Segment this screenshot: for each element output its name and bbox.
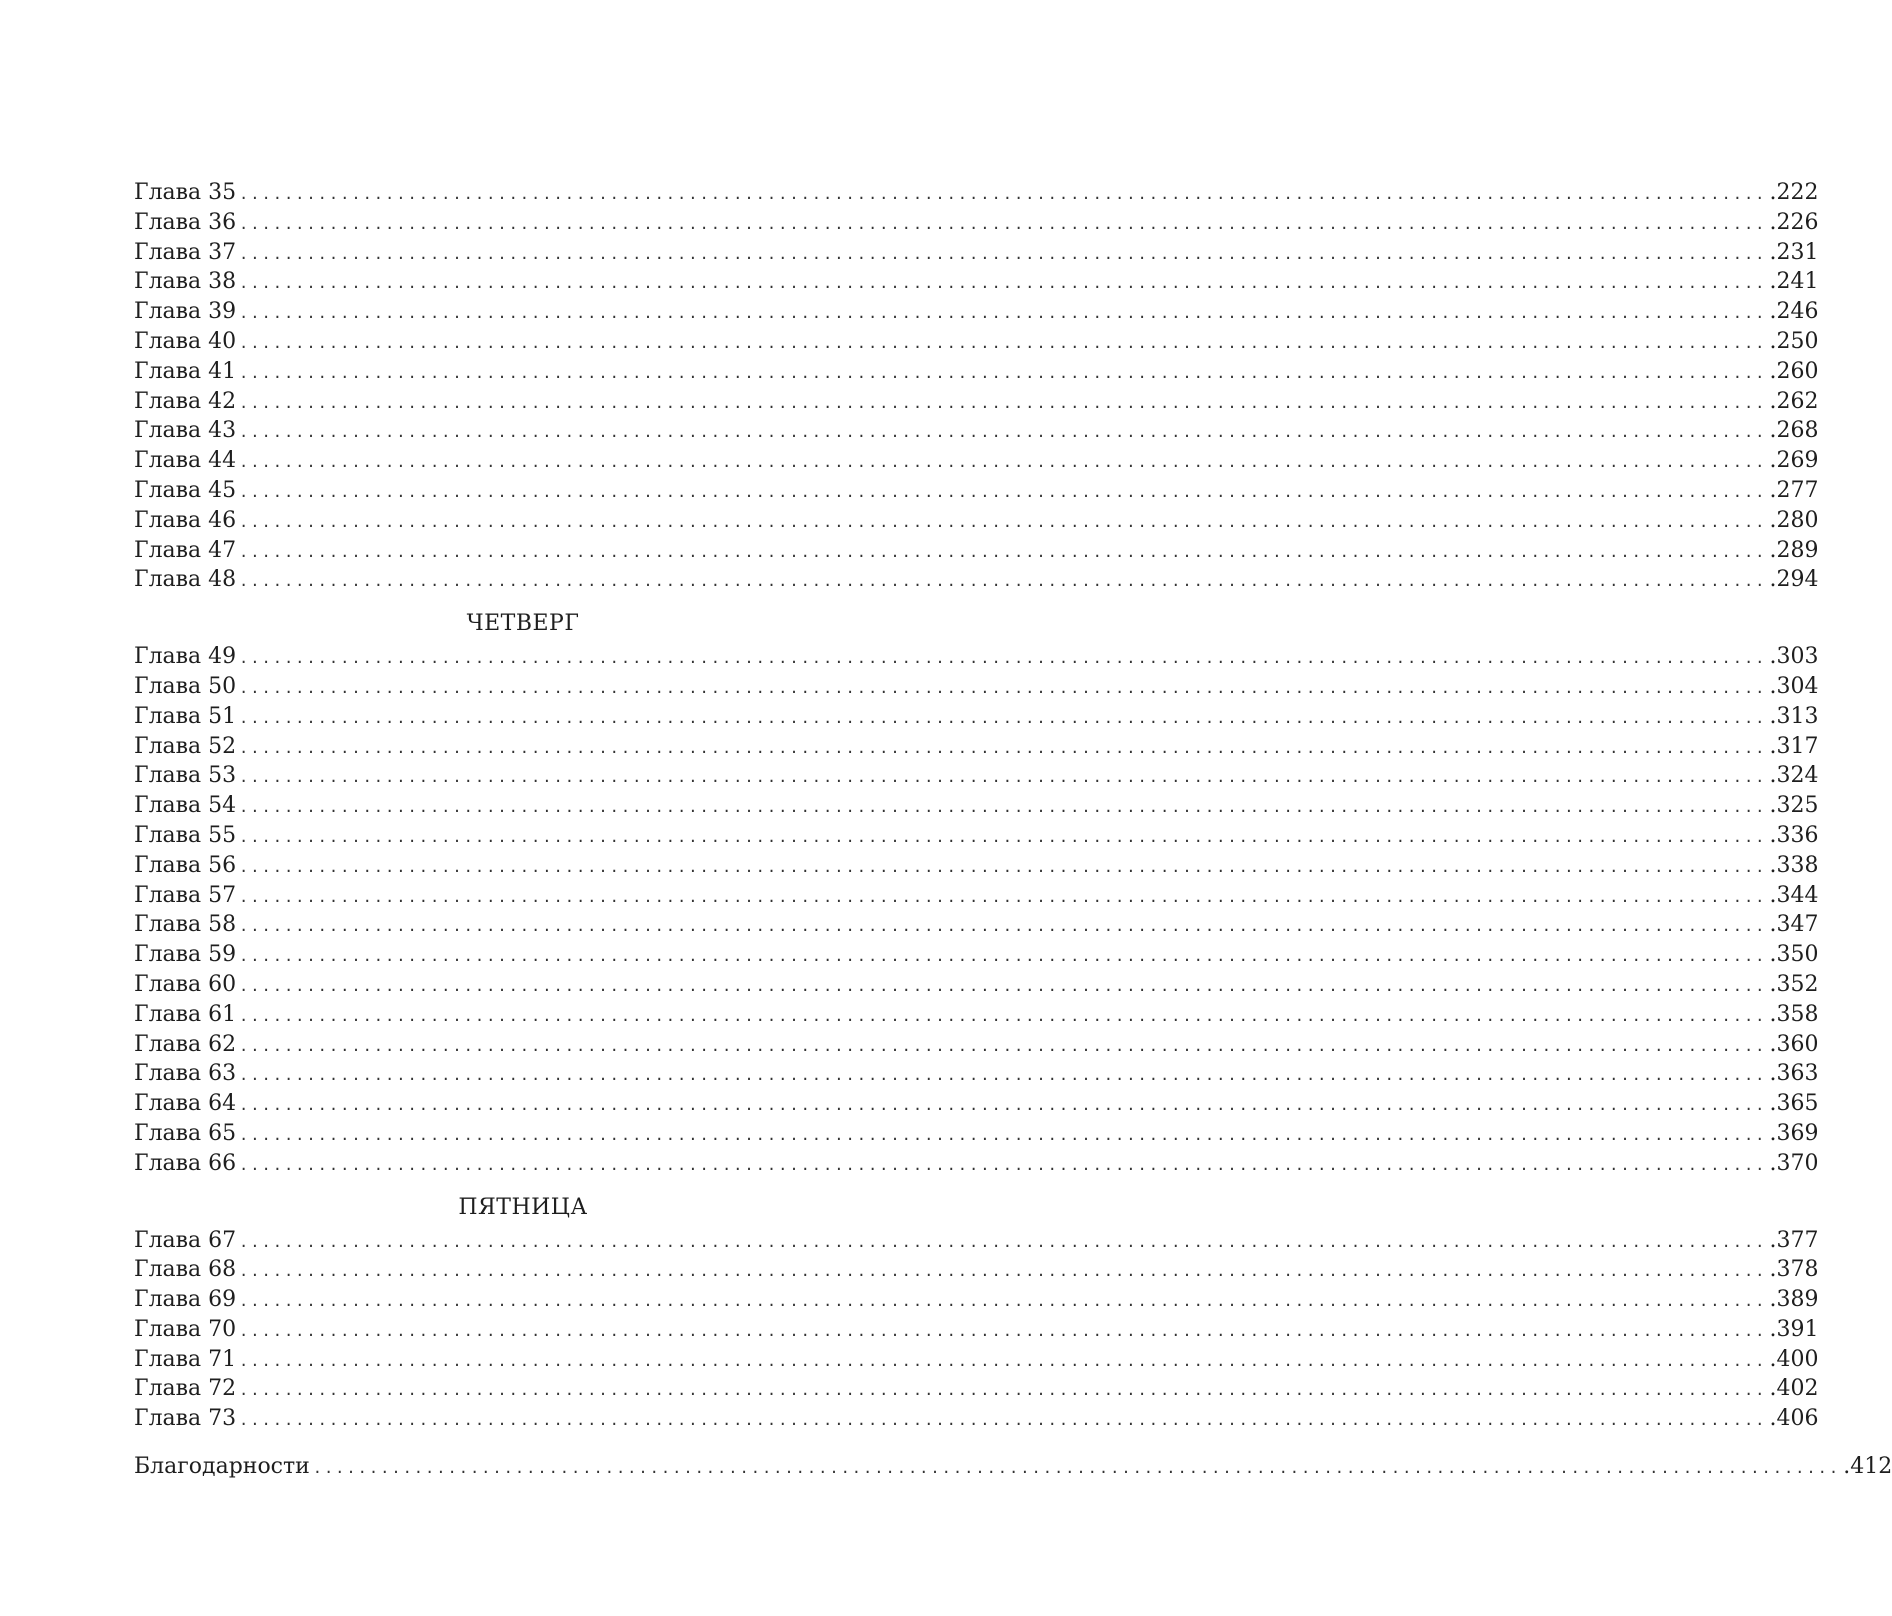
entry-page-number: .338 [1769, 852, 1819, 878]
entry-label: Глава 59 [134, 942, 237, 968]
entry-label: Глава 48 [134, 567, 237, 593]
entry-label: Глава 43 [134, 418, 237, 444]
entry-page-number: .358 [1769, 1001, 1819, 1027]
dot-leader: ........................................................................................................................................ [312, 1459, 1841, 1478]
toc-entry[interactable] [134, 208, 1819, 238]
dot-leader: ........................................................................................................................................ [239, 393, 1767, 412]
toc-entry[interactable] [134, 1059, 1819, 1089]
toc-entry[interactable] [134, 387, 1819, 417]
toc-entry[interactable] [134, 1285, 1819, 1315]
entry-label: Глава 68 [134, 1257, 237, 1283]
toc-entry[interactable] [134, 1345, 1819, 1375]
entry-label: Глава 62 [134, 1031, 237, 1057]
toc-entry[interactable] [134, 732, 1819, 762]
entry-label: Благодарности [134, 1454, 310, 1480]
entry-label: Глава 69 [134, 1287, 237, 1313]
dot-leader: ........................................................................................................................................ [239, 453, 1767, 472]
entry-page-number: .241 [1769, 269, 1819, 295]
entry-label: Глава 51 [134, 703, 237, 729]
entry-page-number: .289 [1769, 537, 1819, 563]
entry-page-number: .344 [1769, 882, 1819, 908]
toc-entry[interactable] [134, 1255, 1819, 1285]
entry-page-number: .268 [1769, 418, 1819, 444]
entry-page-number: .262 [1769, 388, 1819, 414]
toc-entry[interactable] [134, 327, 1819, 357]
entry-page-number: .222 [1769, 180, 1819, 205]
toc-entry[interactable] [134, 416, 1819, 446]
entry-label: Глава 52 [134, 733, 237, 759]
entry-page-number: .336 [1769, 822, 1819, 848]
toc-entry[interactable] [134, 1404, 1819, 1434]
entry-label: Глава 53 [134, 763, 237, 789]
dot-leader: ........................................................................................................................................ [239, 1262, 1767, 1281]
toc-entry[interactable] [134, 1030, 1819, 1060]
toc-entry[interactable] [134, 1149, 1819, 1179]
dot-leader: ........................................................................................................................................ [239, 1066, 1767, 1085]
dot-leader: ........................................................................................................................................ [239, 678, 1767, 697]
dot-leader: ........................................................................................................................................ [239, 572, 1767, 591]
toc-entry[interactable] [134, 536, 1819, 566]
entry-page-number: .369 [1769, 1120, 1819, 1146]
toc-entry[interactable] [134, 940, 1819, 970]
entry-label: Глава 40 [134, 328, 237, 354]
entry-page-number: .260 [1769, 358, 1819, 384]
spacer [134, 1434, 912, 1452]
dot-leader: ........................................................................................................................................ [239, 1411, 1767, 1430]
entry-label: Глава 54 [134, 793, 237, 819]
entry-label: Глава 65 [134, 1120, 237, 1146]
dot-leader: ........................................................................................................................................ [239, 1155, 1767, 1174]
dot-leader: ........................................................................................................................................ [239, 482, 1767, 501]
toc-entry[interactable] [134, 506, 1819, 536]
dot-leader: ........................................................................................................................................ [239, 542, 1767, 561]
dot-leader: ........................................................................................................................................ [239, 947, 1767, 966]
dot-leader: ........................................................................................................................................ [239, 738, 1767, 757]
entry-page-number: .363 [1769, 1061, 1819, 1087]
entry-page-number: .370 [1769, 1150, 1819, 1176]
dot-leader: ........................................................................................................................................ [239, 1321, 1767, 1340]
entry-page-number: .231 [1769, 239, 1819, 265]
entry-page-number: .360 [1769, 1031, 1819, 1057]
entry-page-number: .250 [1769, 328, 1819, 354]
dot-leader: ........................................................................................................................................ [239, 857, 1767, 876]
toc-entry[interactable] [134, 791, 1819, 821]
entry-page-number: .313 [1769, 703, 1819, 729]
entry-page-number: .246 [1769, 299, 1819, 325]
entry-label: Глава 70 [134, 1316, 237, 1342]
entry-page-number: .226 [1769, 209, 1819, 235]
entry-label: Глава 45 [134, 477, 237, 503]
dot-leader: ........................................................................................................................................ [239, 244, 1767, 263]
entry-page-number: .400 [1769, 1346, 1819, 1372]
dot-leader: ........................................................................................................................................ [239, 798, 1767, 817]
dot-leader: ........................................................................................................................................ [239, 1232, 1767, 1251]
dot-leader: ........................................................................................................................................ [239, 1292, 1767, 1311]
entry-label: Глава 41 [134, 358, 237, 384]
toc-entry[interactable] [134, 267, 1819, 297]
dot-leader: ........................................................................................................................................ [239, 304, 1767, 323]
entry-page-number: .406 [1769, 1406, 1819, 1432]
dot-leader: ........................................................................................................................................ [239, 976, 1767, 995]
toc-group-2 [134, 642, 1819, 1178]
table-of-contents [134, 178, 1892, 1482]
entry-page-number: .317 [1769, 733, 1819, 759]
dot-leader: ........................................................................................................................................ [239, 185, 1767, 203]
entry-label: Глава 39 [134, 299, 237, 325]
entry-label: Глава 49 [134, 644, 237, 670]
dot-leader: ........................................................................................................................................ [239, 887, 1767, 906]
entry-label: Глава 56 [134, 852, 237, 878]
entry-label: Глава 61 [134, 1001, 237, 1027]
entry-page-number: .347 [1769, 912, 1819, 938]
toc-entry[interactable] [134, 1000, 1819, 1030]
toc-entry[interactable] [134, 1226, 1819, 1256]
toc-entry[interactable] [134, 357, 1819, 387]
toc-entry[interactable] [134, 476, 1819, 506]
entry-label: Глава 35 [134, 180, 237, 205]
dot-leader: ........................................................................................................................................ [239, 1006, 1767, 1025]
toc-entry-acknowledgements[interactable] [134, 1452, 1892, 1482]
entry-page-number: .294 [1769, 567, 1819, 593]
toc-entry[interactable] [134, 238, 1819, 268]
dot-leader: ........................................................................................................................................ [239, 649, 1767, 668]
entry-label: Глава 71 [134, 1346, 237, 1372]
toc-entry[interactable] [134, 851, 1819, 881]
dot-leader: ........................................................................................................................................ [239, 827, 1767, 846]
entry-page-number: .303 [1769, 644, 1819, 670]
entry-label: Глава 44 [134, 448, 237, 474]
dot-leader: ........................................................................................................................................ [239, 333, 1767, 352]
section-title-friday: ПЯТНИЦА [458, 1194, 588, 1220]
entry-label: Глава 64 [134, 1091, 237, 1117]
toc-entry[interactable] [134, 1315, 1819, 1345]
toc-entry[interactable] [134, 178, 1819, 208]
dot-leader: ........................................................................................................................................ [239, 423, 1767, 442]
toc-entry[interactable] [134, 642, 1819, 672]
entry-page-number: .324 [1769, 763, 1819, 789]
entry-page-number: .412 [1843, 1454, 1892, 1480]
entry-label: Глава 37 [134, 239, 237, 265]
dot-leader: ........................................................................................................................................ [239, 768, 1767, 787]
dot-leader: ........................................................................................................................................ [239, 1096, 1767, 1115]
dot-leader: ........................................................................................................................................ [239, 917, 1767, 936]
toc-entry[interactable] [134, 821, 1819, 851]
entry-page-number: .304 [1769, 673, 1819, 699]
entry-label: Глава 36 [134, 209, 237, 235]
entry-page-number: .389 [1769, 1287, 1819, 1313]
dot-leader: ........................................................................................................................................ [239, 512, 1767, 531]
entry-page-number: .269 [1769, 448, 1819, 474]
dot-leader: ........................................................................................................................................ [239, 214, 1767, 233]
dot-leader: ........................................................................................................................................ [239, 708, 1767, 727]
toc-entry[interactable] [134, 1374, 1819, 1404]
toc-entry[interactable] [134, 565, 1819, 595]
entry-label: Глава 60 [134, 971, 237, 997]
entry-label: Глава 46 [134, 507, 237, 533]
dot-leader: ........................................................................................................................................ [239, 1381, 1767, 1400]
entry-page-number: .277 [1769, 477, 1819, 503]
entry-page-number: .350 [1769, 942, 1819, 968]
dot-leader: ........................................................................................................................................ [239, 363, 1767, 382]
toc-entry[interactable] [134, 446, 1819, 476]
entry-label: Глава 58 [134, 912, 237, 938]
toc-entry[interactable] [134, 1119, 1819, 1149]
toc-entry[interactable] [134, 1089, 1819, 1119]
toc-group-1 [134, 178, 1819, 595]
entry-label: Глава 72 [134, 1376, 237, 1402]
entry-label: Глава 38 [134, 269, 237, 295]
entry-label: Глава 66 [134, 1150, 237, 1176]
dot-leader: ........................................................................................................................................ [239, 274, 1767, 293]
toc-entry[interactable] [134, 970, 1819, 1000]
section-title-thursday: ЧЕТВЕРГ [466, 611, 580, 637]
entry-label: Глава 50 [134, 673, 237, 699]
entry-label: Глава 57 [134, 882, 237, 908]
entry-page-number: .377 [1769, 1227, 1819, 1253]
toc-entry[interactable] [134, 881, 1819, 911]
toc-entry[interactable] [134, 297, 1819, 327]
entry-page-number: .325 [1769, 793, 1819, 819]
entry-label: Глава 67 [134, 1227, 237, 1253]
entry-page-number: .391 [1769, 1316, 1819, 1342]
dot-leader: ........................................................................................................................................ [239, 1125, 1767, 1144]
toc-entry[interactable] [134, 910, 1819, 940]
entry-page-number: .378 [1769, 1257, 1819, 1283]
entry-label: Глава 42 [134, 388, 237, 414]
dot-leader: ........................................................................................................................................ [239, 1351, 1767, 1370]
toc-entry[interactable] [134, 672, 1819, 702]
entry-label: Глава 63 [134, 1061, 237, 1087]
entry-page-number: .280 [1769, 507, 1819, 533]
entry-page-number: .352 [1769, 971, 1819, 997]
toc-entry[interactable] [134, 702, 1819, 732]
entry-label: Глава 47 [134, 537, 237, 563]
entry-label: Глава 73 [134, 1406, 237, 1432]
toc-entry[interactable] [134, 761, 1819, 791]
dot-leader: ........................................................................................................................................ [239, 1036, 1767, 1055]
entry-page-number: .365 [1769, 1091, 1819, 1117]
entry-label: Глава 55 [134, 822, 237, 848]
toc-group-3 [134, 1226, 1819, 1435]
entry-page-number: .402 [1769, 1376, 1819, 1402]
